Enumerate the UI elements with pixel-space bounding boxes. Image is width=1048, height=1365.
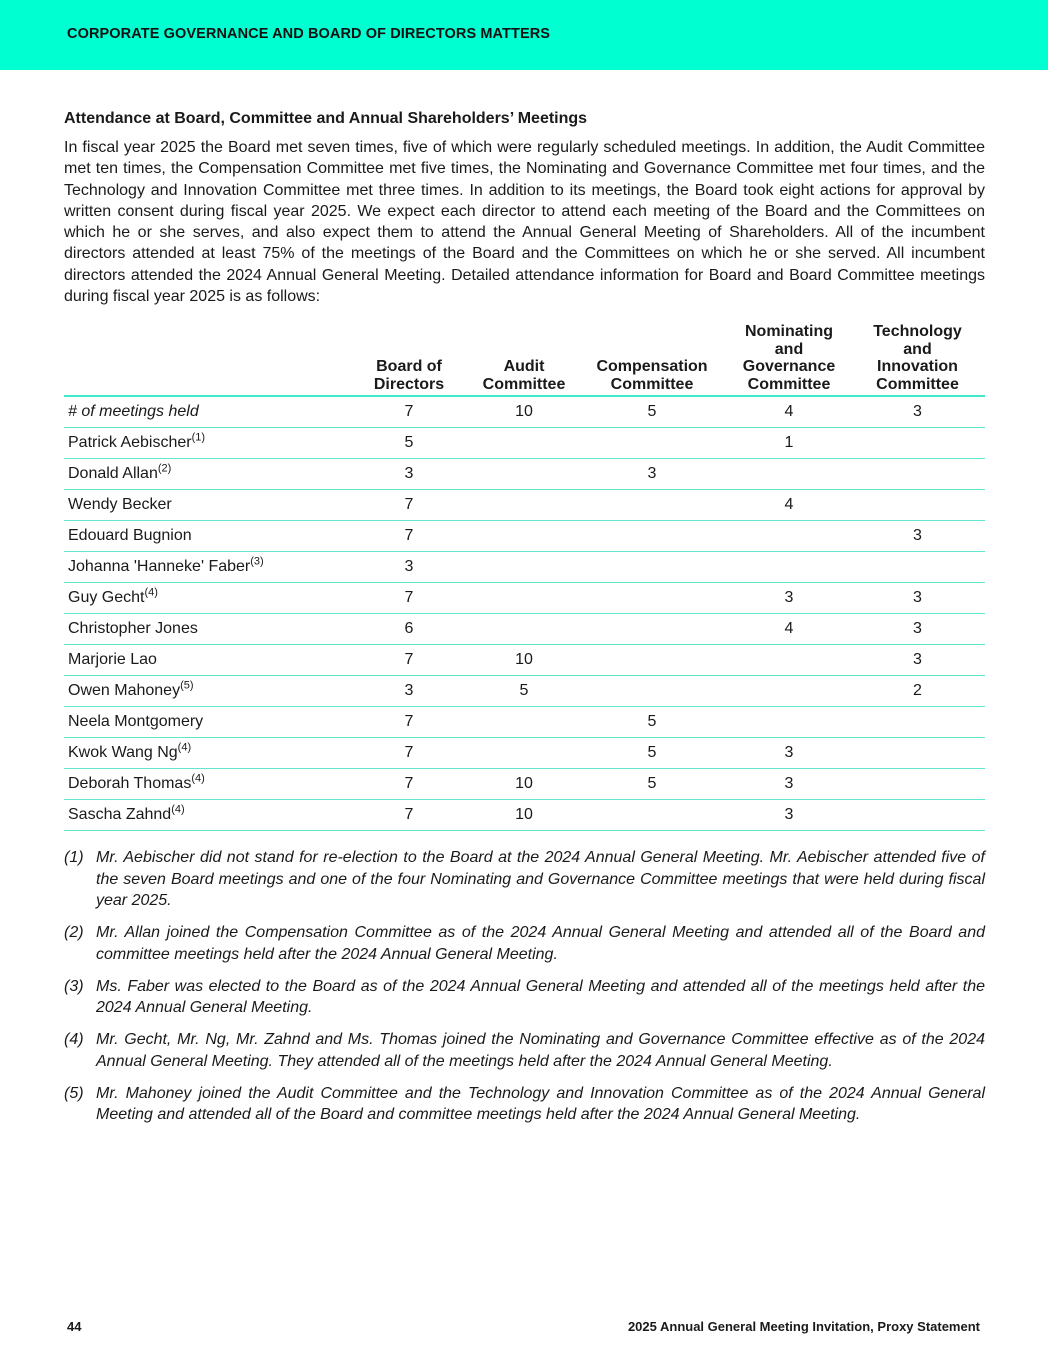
- header-name: [64, 323, 346, 396]
- section-banner: [0, 0, 1048, 70]
- footnote: [64, 1029, 985, 1072]
- attendance-cell: [576, 521, 728, 552]
- table-row: [64, 707, 985, 738]
- table-row: [64, 583, 985, 614]
- attendance-cell: [576, 676, 728, 707]
- column-header-line: Technology: [873, 323, 962, 341]
- attendance-cell: [576, 428, 728, 459]
- name-text: Christopher Jones: [68, 620, 198, 638]
- name-text: Edouard Bugnion: [68, 527, 192, 545]
- attendance-cell: [472, 552, 576, 583]
- attendance-cell: 5: [472, 676, 576, 707]
- attendance-cell: 10: [472, 645, 576, 676]
- name-text: Owen Mahoney: [68, 682, 181, 700]
- name-text: Donald Allan: [68, 465, 158, 483]
- attendance-cell: [472, 614, 576, 645]
- attendance-cell: 6: [346, 614, 472, 645]
- director-name: [64, 490, 346, 521]
- attendance-cell: 7: [346, 583, 472, 614]
- attendance-cell: [472, 459, 576, 490]
- table-row: [64, 428, 985, 459]
- table-row: [64, 396, 985, 428]
- attendance-cell: [576, 614, 728, 645]
- attendance-cell: 4: [728, 614, 850, 645]
- name-text: Sascha Zahnd: [68, 806, 172, 824]
- attendance-cell: 7: [346, 707, 472, 738]
- director-name: [64, 645, 346, 676]
- attendance-cell: [472, 738, 576, 769]
- attendance-cell: [472, 490, 576, 521]
- name-text: Wendy Becker: [68, 496, 172, 514]
- footnote-ref: (3): [250, 556, 264, 569]
- attendance-cell: 5: [346, 428, 472, 459]
- column-header-line: Board of: [376, 358, 442, 376]
- column-header-line: Committee: [610, 375, 694, 393]
- attendance-cell: 3: [728, 738, 850, 769]
- attendance-cell: [850, 707, 985, 738]
- attendance-cell: [576, 645, 728, 676]
- footnote-text: Mr. Gecht, Mr. Ng, Mr. Zahnd and Ms. Thomas joined the Nominating and Governance Committee effective as of the 2024 Annual General Meeting. They attended all of the meetings held after the 2024 Annual General Meeting.: [96, 1031, 985, 1070]
- name-text: Patrick Aebischer: [68, 434, 192, 452]
- name-text: Johanna 'Hanneke' Faber: [68, 558, 251, 576]
- director-name: [64, 614, 346, 645]
- attendance-cell: 5: [576, 396, 728, 428]
- column-header-line: Nominating: [745, 323, 833, 341]
- attendance-cell: [576, 552, 728, 583]
- attendance-cell: 5: [576, 738, 728, 769]
- table-row: [64, 614, 985, 645]
- footnote-ref: (4): [171, 804, 185, 817]
- attendance-cell: 7: [346, 490, 472, 521]
- column-header-line: Committee: [747, 375, 831, 393]
- table-row: [64, 738, 985, 769]
- table-row: [64, 459, 985, 490]
- intro-paragraph: In fiscal year 2025 the Board met seven times, five of which were regularly scheduled meetings. In addition, the Audit Committee met ten times, the Compensation Committee met five times, the Nominating and Governance Committee met four times, and the Technology and Innovation Committee met three times. In addition to its meetings, the Board took eight actions for approval by written consent during fiscal year 2025. We expect each director to attend each meeting of the Board and the Committees on which he or she serves, and also expect them to attend the Annual General Meeting of Shareholders. All of the incumbent directors attended at least 75% of the meetings of the Board and the Committees on which he or she served. All incumbent directors attended the 2024 Annual General Meeting. Detailed attendance information for Board and Board Committee meetings during fiscal year 2025 is as follows:: [64, 139, 985, 306]
- column-header-line: Innovation: [877, 358, 958, 376]
- footnote: [64, 847, 985, 911]
- footnote: [64, 1083, 985, 1126]
- director-name: [64, 459, 346, 490]
- name-text: Deborah Thomas: [68, 775, 192, 793]
- director-name: [64, 707, 346, 738]
- attendance-cell: 3: [850, 583, 985, 614]
- attendance-cell: [472, 707, 576, 738]
- attendance-cell: 3: [728, 583, 850, 614]
- attendance-cell: 10: [472, 396, 576, 428]
- column-header: [576, 323, 728, 396]
- footnote-number: (4): [64, 1031, 84, 1049]
- attendance-cell: 5: [576, 769, 728, 800]
- main-content: [64, 108, 985, 1137]
- attendance-cell: 2: [850, 676, 985, 707]
- director-name: [64, 396, 346, 428]
- column-header-line: Compensation: [596, 358, 708, 376]
- footnote-text: Ms. Faber was elected to the Board as of the 2024 Annual General Meeting and attended all of the meetings held after the 2024 Annual General Meeting.: [96, 977, 985, 1017]
- table-header-row: [64, 323, 985, 396]
- footnote-text: Mr. Aebischer did not stand for re-election to the Board at the 2024 Annual General Meeting. Mr. Aebischer attended five of the seven Board meetings and one of the four Nominating and Governance Committee meetings that were held during fiscal year 2025.: [96, 849, 985, 909]
- column-header-line: Committee: [482, 375, 566, 393]
- footnote-number: (2): [64, 924, 84, 942]
- attendance-cell: 3: [850, 614, 985, 645]
- attendance-cell: 3: [346, 552, 472, 583]
- attendance-cell: 3: [850, 396, 985, 428]
- attendance-cell: 3: [728, 769, 850, 800]
- column-header: [728, 323, 850, 396]
- column-header-line: and: [903, 340, 932, 358]
- footnote-text: Mr. Allan joined the Compensation Committee as of the 2024 Annual General Meeting and attended all of the Board and committee meetings held after the 2024 Annual General Meeting.: [96, 924, 985, 963]
- director-name: [64, 738, 346, 769]
- attendance-cell: [728, 552, 850, 583]
- column-header-line: Audit: [503, 358, 545, 376]
- attendance-cell: [728, 459, 850, 490]
- table-row: [64, 769, 985, 800]
- footnote-ref: (4): [144, 587, 158, 600]
- column-header-line: and: [774, 340, 804, 358]
- column-header-line: Committee: [876, 375, 959, 393]
- director-name: [64, 428, 346, 459]
- director-name: [64, 769, 346, 800]
- attendance-cell: [472, 521, 576, 552]
- attendance-cell: 1: [728, 428, 850, 459]
- footnote-number: (1): [64, 849, 84, 867]
- attendance-cell: 4: [728, 396, 850, 428]
- attendance-cell: 3: [576, 459, 728, 490]
- attendance-cell: [576, 490, 728, 521]
- attendance-cell: 7: [346, 521, 472, 552]
- attendance-cell: 4: [728, 490, 850, 521]
- attendance-cell: [850, 738, 985, 769]
- attendance-cell: [472, 428, 576, 459]
- attendance-cell: [850, 800, 985, 831]
- footnote-ref: (5): [180, 680, 194, 693]
- banner-title: CORPORATE GOVERNANCE AND BOARD OF DIRECTORS MATTERS: [67, 26, 551, 42]
- attendance-cell: 10: [472, 800, 576, 831]
- director-name: [64, 800, 346, 831]
- column-header-line: Governance: [742, 358, 836, 376]
- name-text: Guy Gecht: [68, 589, 145, 607]
- footnote-ref: (4): [177, 742, 192, 755]
- table-row: [64, 490, 985, 521]
- attendance-cell: [728, 676, 850, 707]
- footnote-ref: (2): [157, 463, 172, 476]
- attendance-cell: [850, 769, 985, 800]
- section-heading: Attendance at Board, Committee and Annual Shareholders’ Meetings: [64, 110, 588, 127]
- attendance-cell: [728, 645, 850, 676]
- footer-title: 2025 Annual General Meeting Invitation, Proxy Statement: [627, 1319, 980, 1334]
- name-text: Marjorie Lao: [68, 651, 157, 669]
- name-text: Kwok Wang Ng: [68, 744, 178, 762]
- attendance-cell: 3: [346, 459, 472, 490]
- attendance-cell: 3: [728, 800, 850, 831]
- attendance-cell: [850, 428, 985, 459]
- footnote-number: (3): [64, 977, 84, 995]
- attendance-cell: 7: [346, 800, 472, 831]
- column-header: [850, 323, 985, 396]
- name-text: # of meetings held: [68, 403, 199, 421]
- attendance-cell: [850, 490, 985, 521]
- attendance-table: [64, 323, 985, 831]
- attendance-cell: [576, 800, 728, 831]
- director-name: [64, 552, 346, 583]
- footnote-ref: (4): [191, 773, 205, 786]
- attendance-cell: [850, 459, 985, 490]
- attendance-cell: 7: [346, 769, 472, 800]
- table-row: [64, 800, 985, 831]
- name-text: Neela Montgomery: [68, 713, 204, 731]
- attendance-cell: 7: [346, 645, 472, 676]
- attendance-cell: [728, 707, 850, 738]
- table-row: [64, 676, 985, 707]
- attendance-cell: 7: [346, 396, 472, 428]
- attendance-cell: 3: [346, 676, 472, 707]
- attendance-cell: [728, 521, 850, 552]
- attendance-cell: 7: [346, 738, 472, 769]
- footnote: [64, 922, 985, 965]
- table-row: [64, 552, 985, 583]
- footnote-ref: (1): [191, 432, 206, 445]
- footnote-text: Mr. Mahoney joined the Audit Committee and the Technology and Innovation Committee as of the 2024 Annual General Meeting and attended all of the Board and committee meetings held after the 2024 Annual General Meeting.: [96, 1085, 985, 1124]
- director-name: [64, 676, 346, 707]
- director-name: [64, 521, 346, 552]
- director-name: [64, 583, 346, 614]
- attendance-cell: [472, 583, 576, 614]
- attendance-cell: [576, 583, 728, 614]
- table-row: [64, 645, 985, 676]
- footnotes: [64, 847, 985, 1125]
- page-number: 44: [67, 1319, 82, 1334]
- attendance-cell: 10: [472, 769, 576, 800]
- column-header: [346, 323, 472, 396]
- attendance-cell: 5: [576, 707, 728, 738]
- column-header: [472, 323, 576, 396]
- attendance-cell: [850, 552, 985, 583]
- column-header-line: Directors: [373, 375, 445, 393]
- footnote-number: (5): [64, 1085, 84, 1103]
- attendance-cell: 3: [850, 645, 985, 676]
- table-row: [64, 521, 985, 552]
- footnote: [64, 976, 985, 1019]
- attendance-cell: 3: [850, 521, 985, 552]
